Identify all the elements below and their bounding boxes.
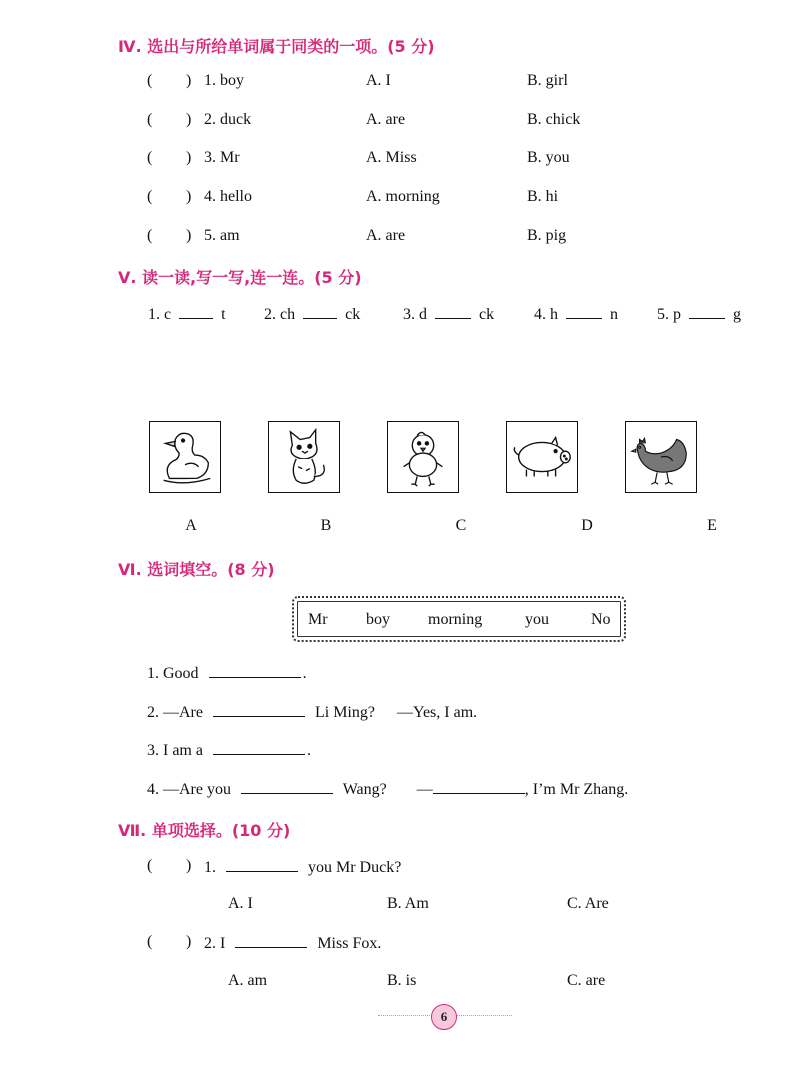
answer-blank[interactable] [235,933,307,948]
letter-blank[interactable] [689,304,725,319]
word-bank-box [292,596,626,642]
answer-paren-open: ( [147,188,153,205]
choice-question-2 [204,933,381,953]
answer-paren-open: ( [147,111,153,128]
fill-question-1 [147,663,307,683]
answer-paren-close: ) [186,149,192,166]
section-6-title: Ⅵ. 选词填空。(8 分) [118,560,275,579]
question-text: . [306,742,311,759]
question-text: Miss Fox. [317,935,382,952]
answer-paren-close: ) [186,933,192,950]
question-text: you Mr Duck? [308,859,402,876]
answer-paren-close: ) [186,111,192,128]
section-5-title: Ⅴ. 读一读,写一写,连一连。(5 分) [118,268,362,287]
question-text: , I’m Mr Zhang. [524,781,629,798]
answer-paren-open: ( [147,149,153,166]
letter-blank[interactable] [566,304,602,319]
question-text: 2. I [204,935,226,952]
letter-blank[interactable] [303,304,337,319]
word-start: 5. p [657,306,681,323]
option-a: A. morning [366,188,440,205]
fill-question-2 [147,702,477,722]
word-bank-word: morning [428,611,483,628]
option-a: A. are [366,227,406,244]
answer-blank[interactable] [241,779,333,794]
word-start: 4. h [534,306,558,323]
choice-question-1 [204,857,401,877]
spelling-word-5 [657,304,741,324]
spelling-word-4 [534,304,618,324]
option-b: B. is [387,972,417,989]
answer-paren-open: ( [147,933,153,950]
word-bank-word: Mr [308,611,328,628]
option-b: B. chick [527,111,581,128]
option-a: A. Miss [366,149,417,166]
question-text: . [302,665,307,682]
option-a: A. I [366,72,391,89]
answer-paren-open: ( [147,857,153,874]
answer-blank[interactable] [433,779,525,794]
answer-paren-close: ) [186,188,192,205]
page-number: 6 [431,1004,457,1030]
answer-blank[interactable] [213,740,305,755]
answer-paren-close: ) [186,227,192,244]
question-word: 4. hello [204,188,252,205]
reply-text: —Yes, I am. [396,704,478,721]
question-text: 1. Good [147,665,199,682]
question-text: 3. I am a [147,742,203,759]
duck-icon [150,422,220,492]
letter-blank[interactable] [179,304,213,319]
word-start: 3. d [403,306,427,323]
word-bank-word: No [591,611,611,628]
question-text: 1. [204,859,216,876]
hen-picture[interactable] [625,421,697,493]
chick-icon [388,422,458,492]
answer-blank[interactable] [226,857,298,872]
fill-question-4 [147,779,628,799]
pig-icon [507,422,577,492]
question-word: 1. boy [204,72,244,89]
spelling-word-2 [264,304,360,324]
question-word: 3. Mr [204,149,240,166]
word-bank-word: boy [366,611,390,628]
fill-question-3 [147,740,311,760]
word-end: t [221,306,226,323]
question-text: 2. —Are [147,704,203,721]
word-end: ck [345,306,361,323]
option-a: A. are [366,111,406,128]
footer-rule-left [378,1015,430,1017]
question-text: Li Ming? [314,704,375,721]
question-word: 5. am [204,227,240,244]
letter-blank[interactable] [435,304,471,319]
answer-blank[interactable] [209,663,301,678]
option-b: B. Am [387,895,429,912]
option-a: A. I [228,895,253,912]
picture-label: A [185,517,197,534]
option-a: A. am [228,972,268,989]
spelling-word-3 [403,304,494,324]
cat-picture[interactable] [268,421,340,493]
picture-label: C [455,517,467,534]
dash-text: — [416,781,433,798]
hen-icon [626,422,696,492]
chick-picture[interactable] [387,421,459,493]
word-end: g [733,306,741,323]
word-start: 1. c [148,306,172,323]
word-bank-word: you [525,611,549,628]
question-text: 4. —Are you [147,781,231,798]
spelling-word-1 [148,304,226,324]
word-end: ck [479,306,495,323]
option-b: B. you [527,149,570,166]
question-text: Wang? [342,781,387,798]
option-c: C. are [567,972,606,989]
option-b: B. hi [527,188,559,205]
answer-blank[interactable] [213,702,305,717]
word-start: 2. ch [264,306,296,323]
picture-label: D [581,517,593,534]
picture-label: B [320,517,332,534]
question-word: 2. duck [204,111,252,128]
cat-icon [269,422,339,492]
answer-paren-close: ) [186,72,192,89]
section-7-title: Ⅶ. 单项选择。(10 分) [118,821,291,840]
option-b: B. pig [527,227,567,244]
option-c: C. Are [567,895,609,912]
footer-rule-right [457,1015,512,1017]
answer-paren-open: ( [147,227,153,244]
duck-picture[interactable] [149,421,221,493]
word-end: n [610,306,618,323]
answer-paren-open: ( [147,72,153,89]
option-b: B. girl [527,72,568,89]
pig-picture[interactable] [506,421,578,493]
picture-label: E [707,517,717,534]
answer-paren-close: ) [186,857,192,874]
section-4-title: Ⅳ. 选出与所给单词属于同类的一项。(5 分) [118,37,435,56]
